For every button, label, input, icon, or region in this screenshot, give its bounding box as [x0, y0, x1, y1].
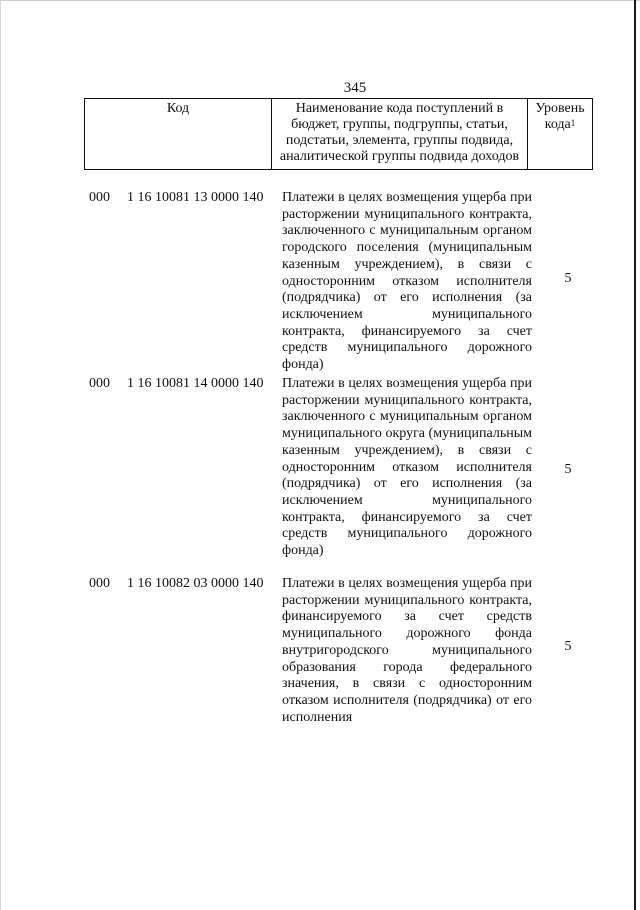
- page-number: 345: [343, 80, 367, 96]
- header-level: [528, 99, 593, 170]
- row-level: 5: [564, 639, 572, 654]
- row-level: 5: [564, 462, 572, 477]
- row-admin-code: 000: [89, 576, 110, 591]
- row-income-name: Платежи в целях возмещения ущерба при расторжении муниципального контракта, финансируемого за счет средств муниципального дорожного фонда внутригородского муниципального образования города федерального значения, в связи с односторонним отказом исполнителя (подрядчика) от его исполнения: [282, 576, 532, 725]
- row-income-name: Платежи в целях возмещения ущерба при расторжении муниципального контракта, заключенного с муниципальным органом муниципального округа (муниципальным казенным учреждением), в связи с односторонним отказом исполнителя (подрядчика) от его исполнения (за исключением муниципального контракта, финансируемого за счет средств муниципального дорожного фонда): [282, 376, 532, 559]
- row-income-code: 1 16 10081 14 0000 140: [127, 376, 264, 391]
- header-table: [84, 98, 593, 170]
- header-code: Код: [85, 99, 272, 170]
- row-admin-code: 000: [89, 190, 110, 205]
- scan-edge-left: [0, 0, 1, 910]
- header-level-footnote: 1: [570, 118, 576, 128]
- header-row: [85, 99, 593, 170]
- row-income-code: 1 16 10081 13 0000 140: [127, 190, 264, 205]
- scan-edge-right: [634, 0, 636, 910]
- scan-edge-top: [0, 0, 640, 1]
- header-name: Наименование кода поступлений в бюджет, группы, подгруппы, статьи, подстатьи, элемента, группы подвида, аналитической группы подвида доходов: [272, 99, 528, 170]
- row-admin-code: 000: [89, 376, 110, 391]
- row-level: 5: [564, 271, 572, 286]
- header-level-label: Уровень кода: [535, 101, 585, 132]
- row-income-code: 1 16 10082 03 0000 140: [127, 576, 264, 591]
- row-income-name: Платежи в целях возмещения ущерба при расторжении муниципального контракта, заключенного с муниципальным органом городского поселения (муниципальным казенным учреждением), в связи с односторонним отказом исполнителя (подрядчика) от его исполнения (за исключением муниципального контракта, финансируемого за счет средств муниципального дорожного фонда): [282, 190, 532, 373]
